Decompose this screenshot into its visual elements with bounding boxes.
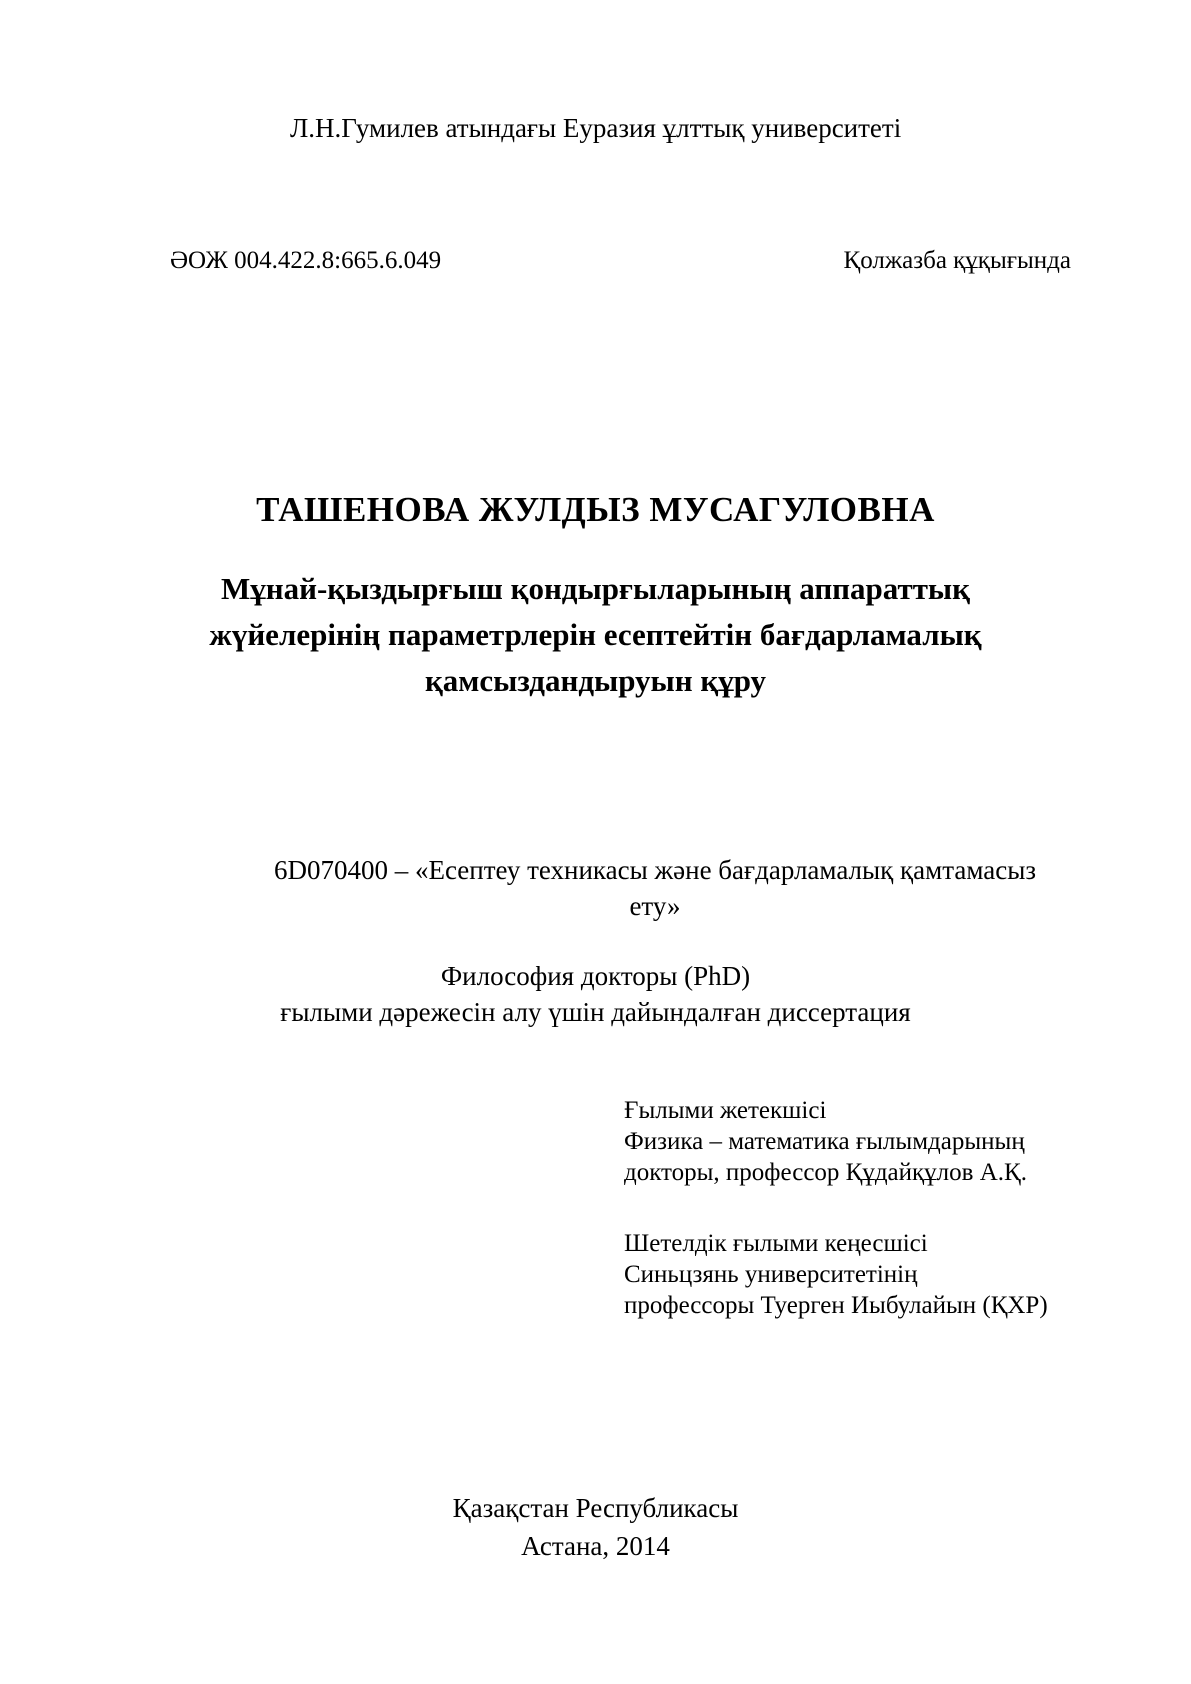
advisor-line-2: Физика – математика ғылымдарының <box>624 1128 1025 1155</box>
specialty <box>190 852 1120 924</box>
consultant-role: Шетелдік ғылыми кеңесшісі <box>624 1230 928 1257</box>
advisor-role: Ғылыми жетекшісі <box>624 1097 827 1124</box>
manuscript-rights: Қолжазба құқығында <box>843 247 1071 274</box>
udc-code: ӘОЖ 004.422.8:665.6.049 <box>170 247 442 274</box>
specialty-line-1: 6D070400 – «Есептеу техникасы және бағдарламалық қамтамасыз <box>273 855 1036 885</box>
scientific-advisor <box>624 1095 1027 1188</box>
dissertation-title <box>0 566 1191 704</box>
degree-line-1: Философия докторы (PhD) <box>440 961 751 991</box>
title-line-3: қамсыздандыруын құру <box>424 663 767 698</box>
specialty-line-2: ету» <box>629 891 681 921</box>
university-name: Л.Н.Гумилев атындағы Еуразия ұлттық университеті <box>290 113 902 143</box>
author-name: ТАШЕНОВА ЖУЛДЫЗ МУСАГУЛОВНА <box>256 490 935 529</box>
degree-statement <box>0 958 1191 1030</box>
consultant-line-2: Синьцзянь университетінің <box>624 1261 918 1288</box>
footer-city-year: Астана, 2014 <box>521 1531 670 1561</box>
advisor-line-3: докторы, профессор Құдайқұлов А.Қ. <box>624 1159 1027 1186</box>
footer-country: Қазақстан Республикасы <box>452 1493 739 1523</box>
title-line-1: Мұнай-қыздырғыш қондырғыларының аппараттық <box>220 571 970 606</box>
title-line-2: жүйелерінің параметрлерін есептейтін бағдарламалық <box>209 617 982 652</box>
degree-line-2: ғылыми дәрежесін алу үшін дайындалған диссертация <box>280 997 911 1027</box>
consultant-line-3: профессоры Туерген Иыбулайын (ҚХР) <box>624 1292 1048 1319</box>
footer <box>0 1489 1191 1565</box>
foreign-consultant <box>624 1228 1048 1321</box>
